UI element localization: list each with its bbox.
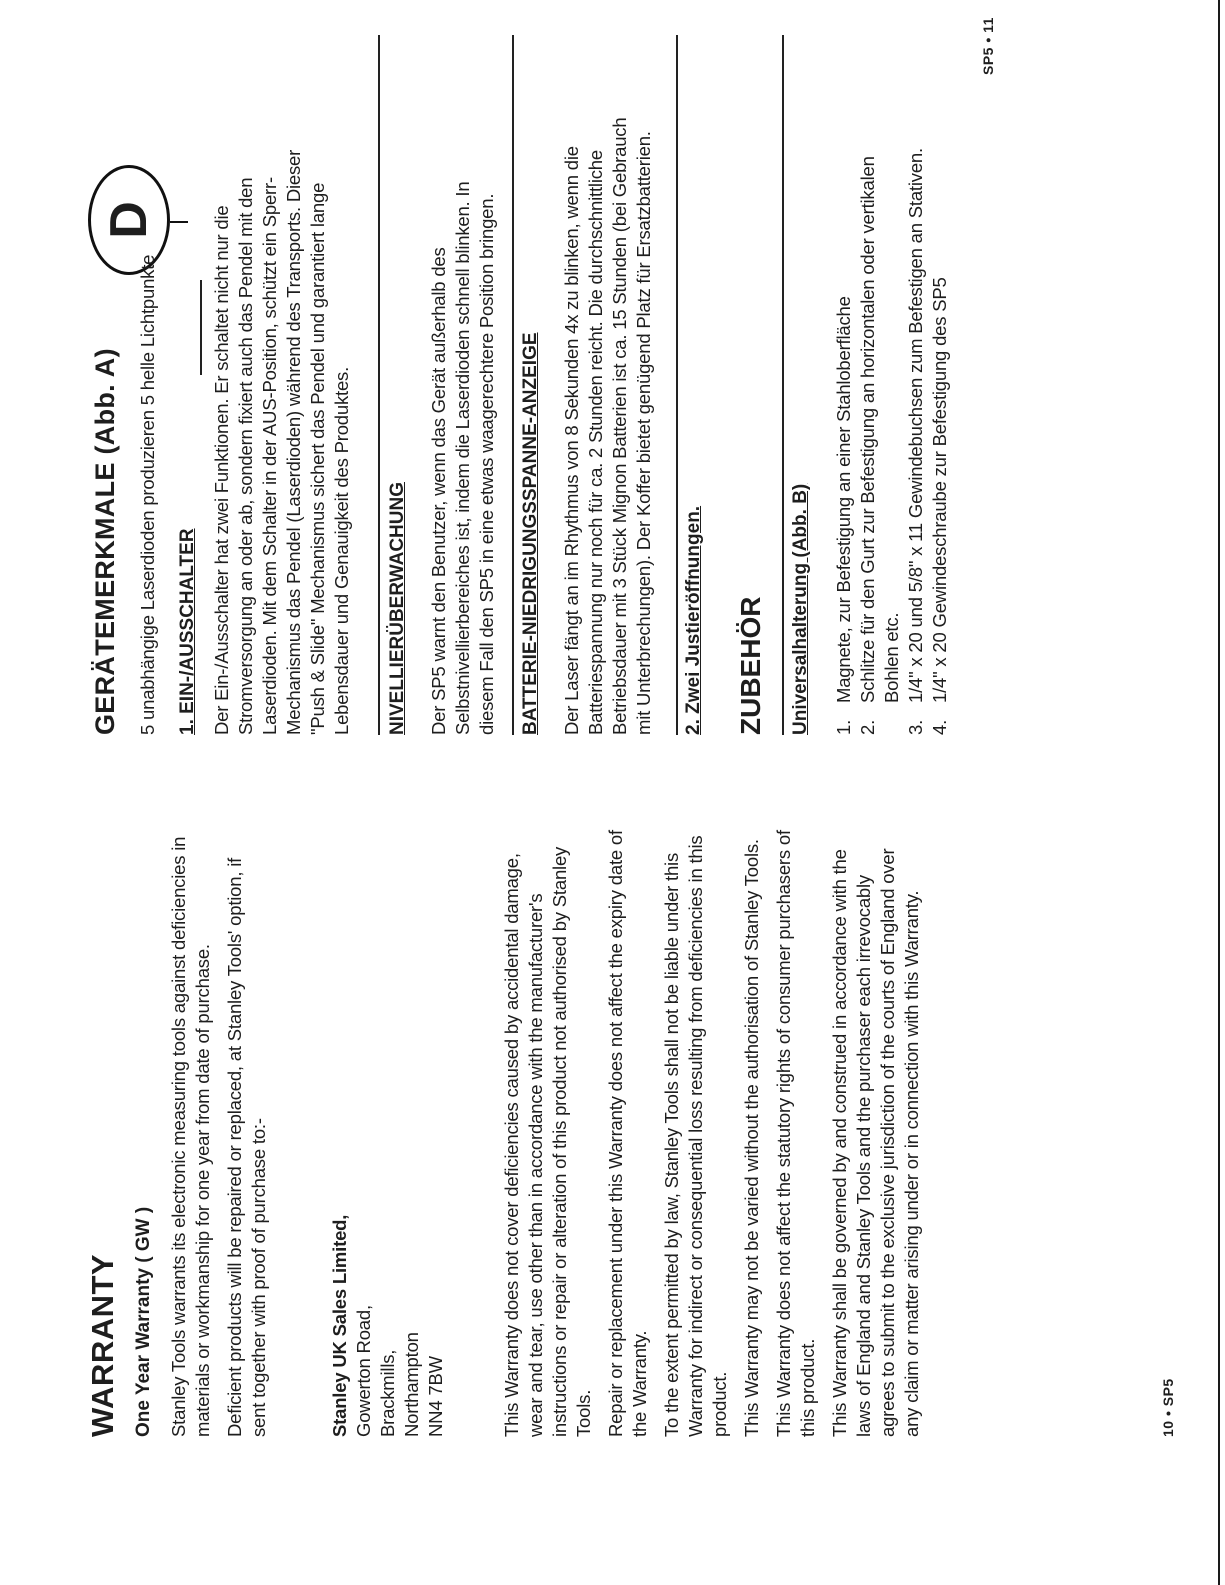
page-number-left: 10 • SP5 [1160,1378,1176,1437]
divider-rule [782,35,784,735]
address-company: Stanley UK Sales Limited, [329,1214,350,1437]
terms-line: This Warranty does not affect the statutory rights of consumer purchasers of [773,830,794,1437]
list-line: 1/4" x 20 und 5/8" x 11 Gewindebuchsen zum Befestigen an Stativen. [905,148,926,703]
terms-line: instructions or repair or alteration of this product not authorised by Stanley [549,846,570,1437]
terms-line: wear and tear, use other than in accordance with the manufacturer's [525,893,546,1437]
section-heading-switch: 1. EIN-/AUSSCHALTER [177,528,198,735]
language-badge-letter: D [100,201,158,239]
body-line: diesem Fall den SP5 in eine etwas waagerechtere Position bringen. [476,193,497,735]
body-line: Lebensdauer und Genauigkeit des Produktes. [331,366,352,735]
list-number: 2. [857,719,878,735]
terms-line: Warranty for indirect or consequential loss resulting from deficiencies in this [685,835,706,1437]
intro-line: sent together with proof of purchase to:- [248,1118,269,1437]
universal-mount-list [832,148,952,735]
list-line: 1/4" x 20 Gewindeschraube zur Befestigung des SP5 [929,277,950,703]
body-line: Der Laser fängt an im Rhythmus von 8 Sekunden 4x zu blinken, wenn die [561,146,582,735]
list-number: 1. [833,719,854,735]
features-intro: 5 unabhängige Laserdioden produzieren 5 helle Lichtpunkte [137,254,158,735]
terms-line: To the extent permitted by law, Stanley Tools shall not be liable under this [661,852,682,1437]
terms-line: this product. [797,1338,818,1437]
terms-line: the Warranty. [629,1330,650,1437]
scan-edge-line [1218,0,1220,1585]
features-title: GERÄTEMERKMALE (Abb. A) [90,348,120,735]
body-line: "Push & Slide" Mechanismus sichert das Pendel und garantiert lange [307,182,328,735]
body-line: Betriebsdauer mit 3 Stück Mignon Batterien ist ca. 15 Stunden (bei Gebrauch [609,117,630,735]
sales-address [328,1215,448,1437]
warranty-page [0,795,1225,1585]
body-line: Der Ein-/Ausschalter hat zwei Funktionen. Er schaltet nicht nur die [211,205,232,735]
terms-paragraph [772,797,820,1437]
section-heading-adjustment: 2. Zwei Justieröffnungen. [683,505,704,735]
body-line: mit Unterbrechungen). Der Koffer bietet genügend Platz für Ersatzbatterien. [633,131,654,735]
warranty-intro [167,837,271,1437]
list-item [856,148,904,735]
section-body-switch [210,150,354,735]
address-line: Gowerton Road, [353,1305,374,1437]
warranty-subtitle: One Year Warranty ( GW ) [133,1206,154,1437]
list-line: Magnete, zur Befestigung an einer Stahloberfläche [833,296,854,703]
warranty-terms [500,797,932,1437]
body-line: Selbstnivellierbereiches ist, indem die Laserdioden schnell blinken. In [452,181,473,735]
address-line: Northampton [401,1332,422,1437]
body-line: Mechanismus das Pendel (Laserdioden) während des Transports. Dieser [283,149,304,735]
intro-line: Stanley Tools warrants its electronic measuring tools against deficiencies in [168,836,189,1437]
section-heading-accessories: ZUBEHÖR [735,596,766,735]
terms-paragraph [660,797,732,1437]
body-line: Stromversorgung an oder ab, sondern fixiert auch das Pendel mit den [235,177,256,735]
list-item [904,148,928,735]
intro-line: materials or workmanship for one year from date of purchase. [192,944,213,1437]
body-line: Der SP5 warnt den Benutzer, wenn das Gerät außerhalb des [428,247,449,735]
terms-paragraph [740,797,764,1437]
intro-line: Deficient products will be repaired or replaced, at Stanley Tools' option, if [224,857,245,1437]
terms-paragraph [500,797,596,1437]
page-number-right: SP5 • 11 [980,17,996,75]
terms-line: product. [709,1371,730,1437]
section-heading-battery: BATTERIE-NIEDRIGUNGSSPANNE-ANZEIGE [520,332,541,735]
list-item [832,148,856,735]
body-line: Laserdioden. Mit dem Schalter in der AUS-Position, schützt ein Sperr- [259,177,280,735]
divider-rule [512,35,514,735]
terms-line: laws of England and Stanley Tools and the purchaser each irrevocably [853,875,874,1437]
section-body-battery [560,118,656,735]
badge-connector-line [170,221,188,223]
list-line: Bohlen etc. [881,612,902,703]
list-number: 3. [905,719,926,735]
list-line: Schlitze für den Gurt zur Befestigung an horizontalen oder vertikalen [857,156,878,703]
terms-line: This Warranty shall be governed by and construed in accordance with the [829,849,850,1437]
section-body-leveling [427,182,499,735]
warranty-title: WARRANTY [85,1253,120,1437]
terms-paragraph [604,797,652,1437]
terms-line: Tools. [573,1389,594,1437]
address-line: Brackmills, [377,1349,398,1437]
address-line: NN4 7BW [425,1356,446,1437]
section-heading-leveling: NIVELLIERÜBERWACHUNG [387,482,408,735]
divider-rule [378,35,380,735]
divider-rule [676,35,678,735]
terms-line: Repair or replacement under this Warranty does not affect the expiry date of [605,830,626,1437]
divider-rule [200,280,202,375]
body-line: Batteriespannung nur noch für ca. 2 Stunden reicht. Die durchschnittliche [585,150,606,735]
section-heading-universal-mount: Universalhalterung (Abb. B) [790,483,811,735]
terms-line: This Warranty may not be varied without the authorisation of Stanley Tools. [741,839,762,1437]
terms-paragraph [828,797,924,1437]
terms-line: agrees to submit to the exclusive jurisdiction of the courts of England over [877,848,898,1437]
terms-line: This Warranty does not cover deficiencies caused by accidental damage, [501,853,522,1437]
terms-line: any claim or matter arising under or in connection with this Warranty. [901,890,922,1437]
list-item [928,148,952,735]
list-number: 4. [929,719,950,735]
